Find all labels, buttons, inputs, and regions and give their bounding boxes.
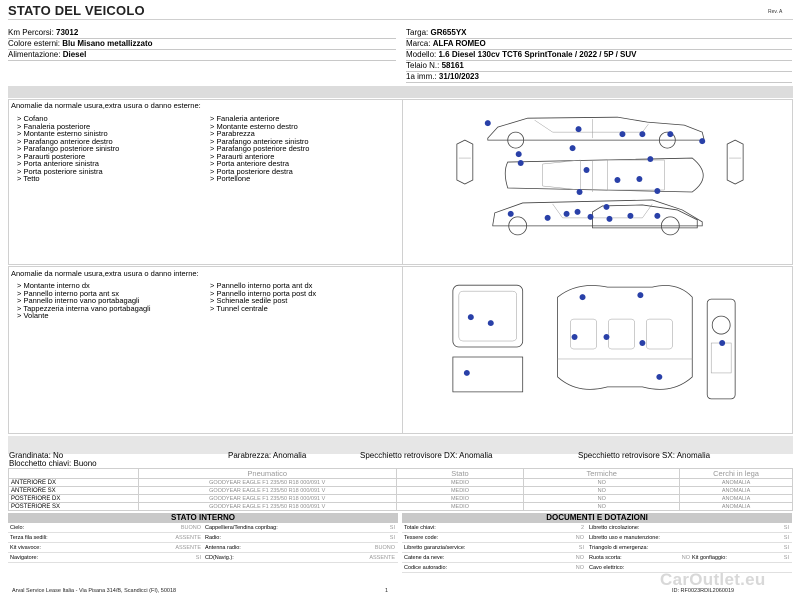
brand-value: ALFA ROMEO — [432, 39, 486, 48]
row-value: ASSENTE — [175, 535, 201, 541]
row-value: NO — [575, 555, 584, 561]
brand-field — [406, 39, 486, 48]
damage-marker — [636, 176, 642, 182]
row-value: BUONO — [180, 525, 201, 531]
row-value: ASSENTE — [175, 545, 201, 551]
list-item: > Pannello interno porta ant sx — [17, 288, 119, 298]
list-item: > Paraurti anteriore — [210, 151, 275, 161]
list-item: > Parafango posteriore destro — [210, 144, 310, 153]
list-item: > Parafango posteriore sinistro — [17, 144, 120, 153]
damage-marker — [627, 213, 633, 219]
list-item: > Cofano — [17, 114, 48, 123]
tyre-header-termiche: Termiche — [524, 469, 680, 479]
damage-marker — [570, 145, 576, 151]
summary-blocchetto: Blocchetto chiavi: Buono — [9, 459, 97, 468]
row-label: Libretto circolazione: — [589, 525, 640, 531]
brand-label: Marca: — [406, 39, 431, 48]
row-value: SI — [783, 535, 789, 541]
tyre-thermal: NO — [524, 495, 680, 503]
list-item: > Tappezzeria interna vano portabagagli — [17, 303, 151, 313]
list-item: > Montante interno dx — [17, 281, 90, 290]
tyre-position: ANTERIORE DX — [9, 479, 139, 487]
list-item: > Fanaleria posteriore — [17, 121, 91, 131]
list-item: > Montante esterno destro — [210, 121, 298, 131]
damage-marker — [639, 131, 645, 137]
row-value: SI — [783, 555, 789, 561]
damage-marker — [654, 188, 660, 194]
list-item: > Parabrezza — [210, 129, 255, 138]
list-item: > Tetto — [17, 174, 40, 183]
list-item: > Porta posteriore destra — [210, 166, 293, 176]
list-item: > Tunnel centrale — [210, 303, 268, 313]
external-damage-list-1 — [17, 115, 119, 183]
car-rear-view — [727, 140, 743, 184]
damage-marker — [603, 204, 609, 210]
summary-specchio-dx: Specchietto retrovisore DX: Anomalia — [360, 451, 493, 460]
damage-marker — [699, 138, 705, 144]
damage-marker — [719, 340, 725, 346]
damage-marker — [516, 151, 522, 157]
row-label: Ruota scorta: — [589, 555, 622, 561]
summary-parabrezza: Parabrezza: Anomalia — [228, 451, 307, 460]
interior-car-diagram — [402, 267, 792, 433]
documenti-section — [402, 513, 792, 575]
car-top-view — [505, 158, 703, 192]
internal-damage-list-2 — [210, 282, 316, 312]
list-item: > Pannello interno porta ant dx — [210, 281, 313, 290]
list-item: > Schienale sedile post — [210, 296, 288, 305]
tyre-state: MEDIO — [396, 503, 524, 511]
field-divider — [406, 82, 792, 83]
cargo-area-view — [453, 285, 523, 392]
list-item: > Porta anteriore destra — [210, 159, 290, 168]
tyre-header-cerchi: Cerchi in lega — [680, 469, 793, 479]
fuel-field — [8, 50, 86, 59]
model-label: Modello: — [406, 50, 437, 59]
damage-marker — [654, 213, 660, 219]
dashboard-view — [707, 299, 735, 399]
damage-marker — [575, 209, 581, 215]
tyre-model: GOODYEAR EAGLE F1 235/50 R18 000/091 V — [138, 487, 396, 495]
damage-marker — [564, 211, 570, 217]
table-row — [8, 553, 398, 563]
list-item: > Pannello interno porta post dx — [210, 288, 317, 298]
tyre-state: MEDIO — [396, 495, 524, 503]
internal-damage-title: Anomalie da normale usura,extra usura o danno interne: — [11, 269, 199, 278]
row-value: ASSENTE — [369, 555, 395, 561]
damage-marker — [508, 211, 514, 217]
chassis-field — [406, 61, 464, 70]
tyre-rims: ANOMALIA — [680, 503, 793, 511]
list-item: > Volante — [17, 311, 49, 320]
km-label: Km Percorsi: — [8, 28, 54, 37]
damage-marker — [488, 320, 494, 326]
row-label: Radio: — [205, 535, 221, 541]
list-item: > Montante esterno sinistro — [17, 129, 108, 138]
car-side-view-bottom — [493, 200, 702, 235]
model-value: 1.6 Diesel 130cv TCT6 SprintTonale / 2022 / 5P / SUV — [438, 50, 637, 59]
tyre-position: POSTERIORE SX — [9, 503, 139, 511]
list-item: > Porta posteriore sinistra — [17, 166, 103, 176]
row-label: Kit vivavoce: — [10, 545, 41, 551]
tyre-rims: ANOMALIA — [680, 479, 793, 487]
tyre-model: GOODYEAR EAGLE F1 235/50 R18 000/091 V — [138, 495, 396, 503]
tyre-position: ANTERIORE SX — [9, 487, 139, 495]
damage-marker — [576, 126, 582, 132]
list-item: > Portellone — [210, 174, 251, 183]
fuel-value: Diesel — [62, 50, 87, 59]
row-label: Catene da neve: — [404, 555, 445, 561]
row-value: 2 — [580, 525, 584, 531]
color-label: Colore esterni: — [8, 39, 61, 48]
registration-value: 31/10/2023 — [438, 72, 479, 81]
tyre-rims: ANOMALIA — [680, 487, 793, 495]
table-row — [402, 523, 792, 533]
summary-specchio-sx: Specchietto retrovisore SX: Anomalia — [578, 451, 711, 460]
tyre-header-stato: Stato — [396, 469, 524, 479]
table-row — [9, 503, 793, 511]
list-item: > Parafango anteriore destro — [17, 136, 113, 146]
damage-marker — [545, 215, 551, 221]
row-value: NO — [681, 555, 690, 561]
section-separator-bar — [8, 86, 793, 98]
plate-label: Targa: — [406, 28, 429, 37]
footer-reference: ID: RF0023RDIL2060019 — [672, 588, 735, 594]
tyre-table — [8, 468, 793, 511]
title-divider — [8, 19, 793, 20]
table-row — [402, 533, 792, 543]
tyre-rims: ANOMALIA — [680, 495, 793, 503]
tyre-header-pos — [9, 469, 139, 479]
damage-marker — [580, 294, 586, 300]
footer-page-number: 1 — [385, 588, 389, 594]
tyre-thermal: NO — [524, 487, 680, 495]
table-row — [402, 553, 792, 563]
tyre-position: POSTERIORE DX — [9, 495, 139, 503]
list-item: > Paraurti posteriore — [17, 151, 86, 161]
table-row — [8, 533, 398, 543]
damage-marker — [577, 189, 583, 195]
row-value: SI — [783, 545, 789, 551]
tyre-thermal: NO — [524, 503, 680, 511]
row-label: Navigatore: — [10, 555, 39, 561]
damage-marker — [667, 131, 673, 137]
damage-marker — [518, 160, 524, 166]
cabin-view — [558, 286, 693, 390]
damage-marker — [464, 370, 470, 376]
damage-marker — [614, 177, 620, 183]
footer-company: Arval Service Lease Italia - Via Pisana 314/B, Scandicci (FI), 50018 — [12, 588, 177, 594]
fuel-label: Alimentazione: — [8, 50, 61, 59]
damage-marker — [637, 292, 643, 298]
car-front-view — [457, 140, 473, 184]
row-label: Libretto garanzia/service: — [404, 545, 466, 551]
row-label: Cappelliera/Tendina copribag: — [205, 525, 278, 531]
tyre-thermal: NO — [524, 479, 680, 487]
table-row — [9, 495, 793, 503]
row-value: SI — [389, 525, 395, 531]
table-row — [402, 543, 792, 553]
damage-marker — [606, 216, 612, 222]
documenti-title: DOCUMENTI E DOTAZIONI — [402, 513, 792, 523]
page-title: STATO DEL VEICOLO — [8, 3, 145, 18]
stato-interno-title: STATO INTERNO — [8, 513, 398, 523]
internal-damage-list-1 — [17, 282, 192, 320]
row-label: Antenna radio: — [205, 545, 241, 551]
registration-field — [406, 72, 479, 81]
color-field — [8, 39, 153, 48]
row-value: SI — [578, 545, 584, 551]
list-item: > Fanaleria anteriore — [210, 114, 280, 123]
row-value: NO — [575, 535, 584, 541]
damage-marker — [639, 340, 645, 346]
registration-label: 1a imm.: — [406, 72, 437, 81]
damage-marker — [572, 334, 578, 340]
tyre-model: GOODYEAR EAGLE F1 235/50 R18 000/091 V — [138, 479, 396, 487]
damage-marker — [485, 120, 491, 126]
tyre-table-header — [9, 469, 793, 479]
color-value: Blu Misano metallizzato — [62, 39, 153, 48]
row-label: Libretto uso e manutenzione: — [589, 535, 660, 541]
table-row — [8, 523, 398, 533]
km-value: 73012 — [56, 28, 79, 37]
row-label: Tessere code: — [404, 535, 439, 541]
external-damage-title: Anomalie da normale usura,extra usura o danno esterne: — [11, 101, 201, 110]
external-damage-list-2 — [210, 115, 309, 183]
damage-marker — [647, 156, 653, 162]
stato-interno-section — [8, 513, 398, 565]
row-label: Triangolo di emergenza: — [589, 545, 649, 551]
plate-value: GR655YX — [430, 28, 467, 37]
field-divider — [8, 60, 396, 61]
km-field — [8, 28, 78, 37]
row-label: Cielo: — [10, 525, 25, 531]
tyre-header-pneumatico: Pneumatico — [138, 469, 396, 479]
damage-marker — [619, 131, 625, 137]
row-value: SI — [783, 525, 789, 531]
chassis-value: 58161 — [441, 61, 464, 70]
model-field — [406, 50, 637, 59]
list-item: > Porta anteriore sinistra — [17, 159, 99, 168]
list-item: > Pannello interno vano portabagagli — [17, 296, 140, 305]
row-label: CD(Navig.): — [205, 555, 234, 561]
list-item: > Parafango anteriore sinistro — [210, 136, 309, 146]
tyre-state: MEDIO — [396, 479, 524, 487]
tyre-model: GOODYEAR EAGLE F1 235/50 R18 000/091 V — [138, 503, 396, 511]
damage-marker — [468, 314, 474, 320]
summary-grandinata: Grandinata: No — [9, 451, 64, 460]
row-label: Codice autoradio: — [404, 565, 448, 571]
table-row — [9, 487, 793, 495]
table-row — [8, 543, 398, 553]
damage-marker — [603, 334, 609, 340]
row-value: NO — [575, 565, 584, 571]
row-value: SI — [389, 535, 395, 541]
damage-marker — [656, 374, 662, 380]
row-label: Kit gonfiaggio: — [692, 555, 727, 561]
interior-damage-markers — [464, 292, 725, 380]
row-value: BUONO — [374, 545, 395, 551]
damage-marker — [588, 214, 594, 220]
row-label: Totale chiavi: — [404, 525, 436, 531]
exterior-car-diagram — [402, 100, 792, 264]
revision-label: Rev. A — [768, 9, 783, 15]
damage-marker — [584, 167, 590, 173]
row-label: Terza fila sedili: — [10, 535, 48, 541]
row-value: SI — [195, 555, 201, 561]
row-label: Cavo elettrico: — [589, 565, 625, 571]
table-row — [9, 479, 793, 487]
watermark-logo: CarOutlet.eu — [660, 570, 766, 589]
plate-field — [406, 28, 467, 37]
tyre-state: MEDIO — [396, 487, 524, 495]
chassis-label: Telaio N.: — [406, 61, 440, 70]
